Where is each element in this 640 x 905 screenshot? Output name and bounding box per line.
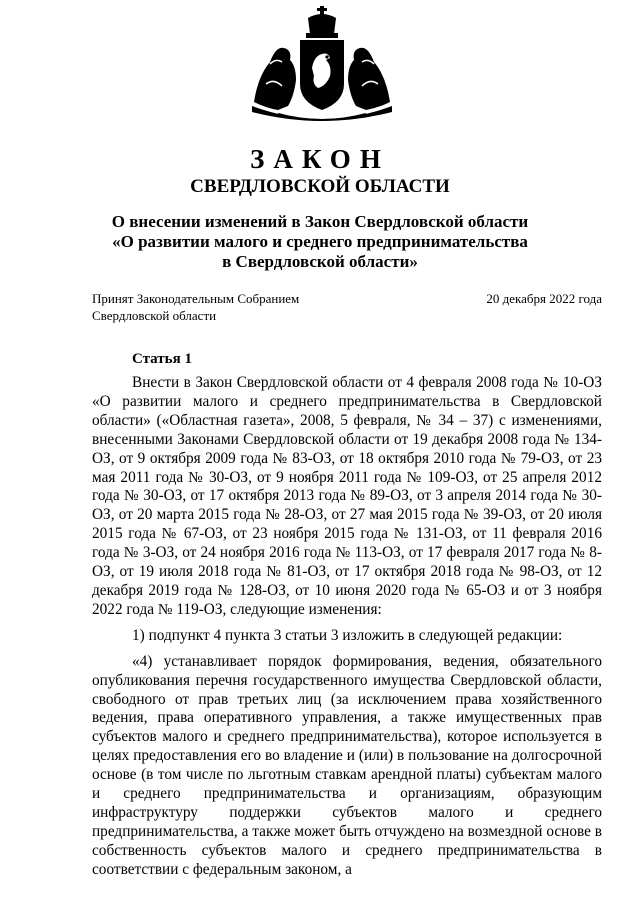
law-subject: [80, 212, 560, 272]
law-subject-line: в Свердловской области»: [222, 252, 418, 271]
law-subject-line: О внесении изменений в Закон Свердловской области: [111, 212, 529, 231]
adoption-date: 20 декабря 2022 года: [486, 291, 602, 306]
article-paragraph: «4) устанавливает порядок формирования, ведения, обязательного опубликования перечня государственного имущества Свердловской области, свободного от прав третьих лиц (за исключением права хозяйственного ведения, права оперативного управления, а также имущественных прав субъектов малого и среднего предпринимательства), которое используется в целях предоставления его во владение и (или) в пользование на долгосрочной основе (в том числе по льготным ставкам арендной платы) субъектам малого и среднего предпринимательства и организациям, образующим инфраструктуру поддержки субъектов малого и среднего предпринимательства, а также может быть отчуждено на возмездной основе в собственность субъектов малого и среднего предпринимательства в соответствии с федеральным законом, а: [92, 652, 602, 878]
document-title: ЗАКОН: [250, 144, 390, 174]
law-subject-line: «О развитии малого и среднего предпринимательства: [112, 232, 528, 251]
adoption-body: [92, 290, 299, 324]
article-body: [92, 374, 602, 880]
article-paragraph: Внести в Закон Свердловской области от 4 февраля 2008 года № 10-ОЗ «О развитии малого и среднего предпринимательства в Свердловской области» («Областная газета», 2008, 5 февраля, № 34 – 37) с изменениями, внесенными Законами Свердловской области от 19 декабря 2008 года № 134-ОЗ, от 9 октября 2009 года № 83-ОЗ, от 18 октября 2010 года № 79-ОЗ, от 23 мая 2011 года № 30-ОЗ, от 9 ноября 2011 года № 109-ОЗ, от 25 апреля 2012 года № 30-ОЗ, от 17 октября 2013 года № 89-ОЗ, от 3 апреля 2014 года № 30-ОЗ, от 20 марта 2015 года № 28-ОЗ, от 27 мая 2015 года № 39-ОЗ, от 20 июля 2015 года № 67-ОЗ, от 23 ноября 2015 года № 131-ОЗ, от 11 февраля 2016 года № 3-ОЗ, от 24 ноября 2016 года № 113-ОЗ, от 17 февраля 2017 года № 8-ОЗ, от 19 июля 2018 года № 81-ОЗ, от 17 октября 2018 года № 98-ОЗ, от 12 декабря 2019 года № 128-ОЗ, от 10 июня 2020 года № 65-ОЗ и от 3 ноября 2022 года № 119-ОЗ, следующие изменения:: [92, 374, 602, 618]
document-region: СВЕРДЛОВСКОЙ ОБЛАСТИ: [190, 176, 450, 197]
adoption-body-line: Принят Законодательным Собранием: [92, 291, 300, 306]
article-paragraph: 1) подпункт 4 пункта 3 статьи 3 изложить в следующей редакции:: [132, 626, 563, 644]
adoption-body-line: Свердловской области: [92, 308, 217, 323]
article-heading: Статья 1: [132, 351, 192, 367]
coat-of-arms-icon: [248, 6, 396, 130]
